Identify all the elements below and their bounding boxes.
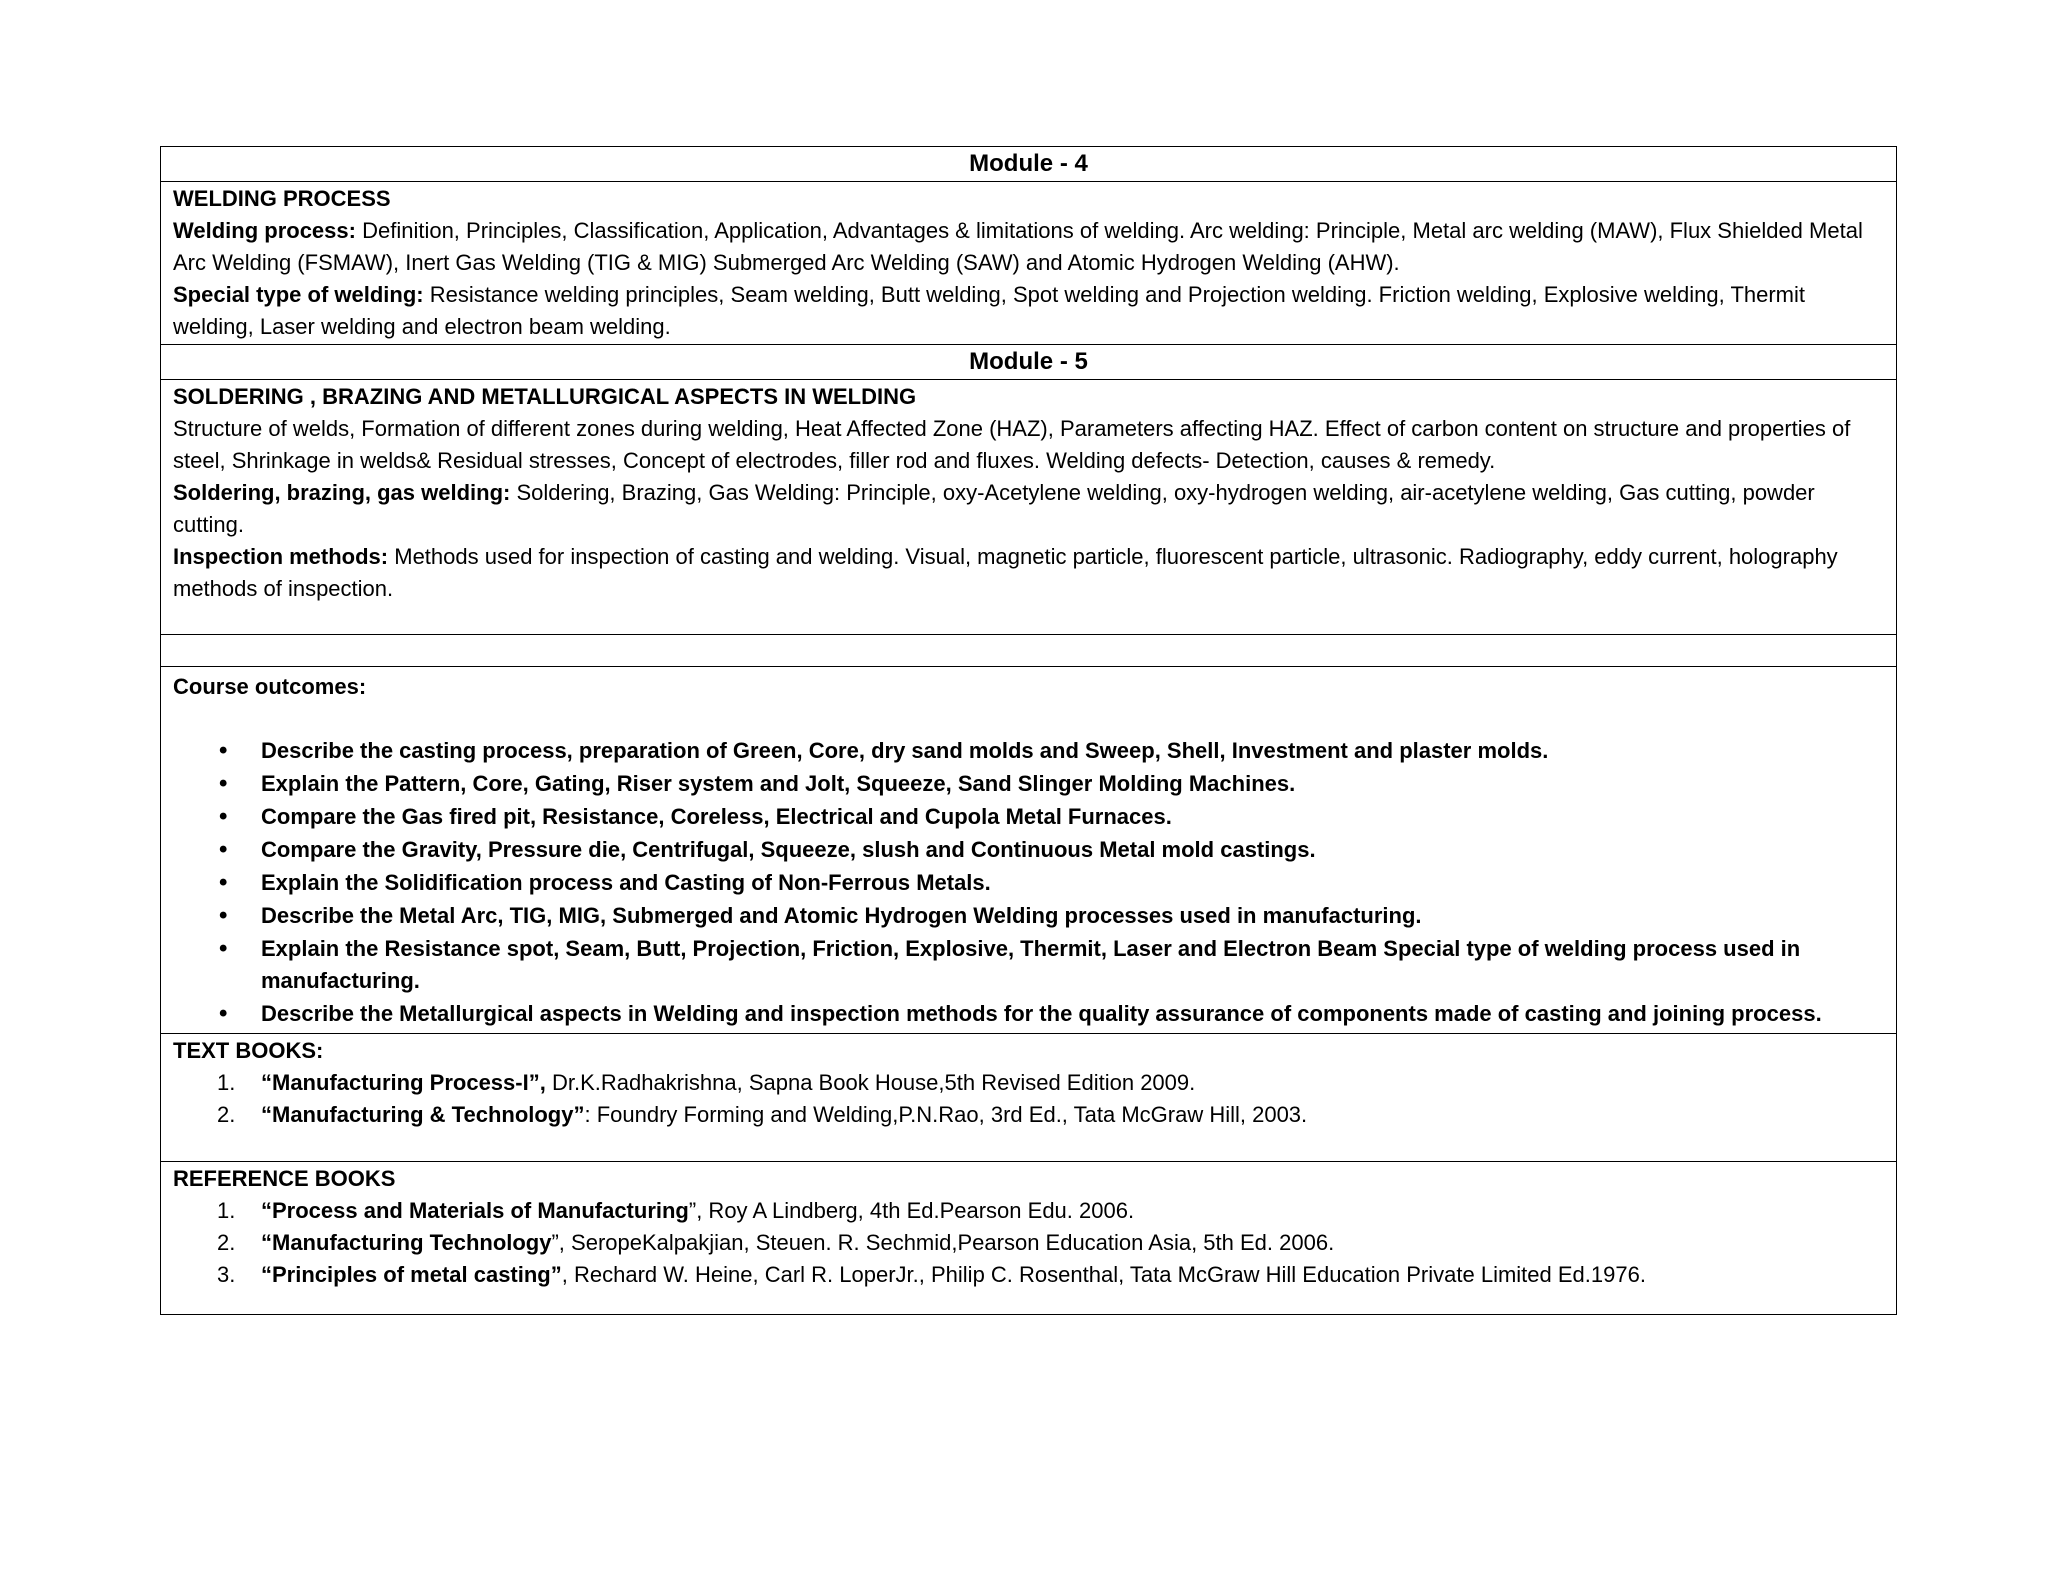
- reference-books-title: REFERENCE BOOKS: [173, 1166, 396, 1191]
- list-item: • Compare the Gas fired pit, Resistance, Coreless, Electrical and Cupola Metal Furnaces.: [261, 801, 1884, 833]
- list-number: 2.: [217, 1102, 236, 1127]
- list-item: • Explain the Pattern, Core, Gating, Riser system and Jolt, Squeeze, Sand Slinger Molding Machines.: [261, 768, 1884, 800]
- book-title: “Manufacturing Process-I”,: [261, 1070, 546, 1095]
- book-title: “Manufacturing & Technology”: [261, 1102, 585, 1127]
- syllabus-page: [160, 146, 1897, 1315]
- list-item: • Describe the casting process, preparation of Green, Core, dry sand molds and Sweep, Shell, Investment and plaster molds.: [261, 735, 1884, 767]
- module-4-paragraph-2: [173, 279, 1884, 343]
- list-item: [217, 1099, 1884, 1131]
- list-item: • Explain the Resistance spot, Seam, Butt, Projection, Friction, Explosive, Thermit, Laser and Electron Beam Special type of welding process used in manufacturing.: [261, 933, 1884, 997]
- book-details: Dr.K.Radhakrishna, Sapna Book House,5th Revised Edition 2009.: [545, 1070, 1196, 1095]
- blank-cell: [161, 635, 1897, 667]
- course-outcomes-title: Course outcomes:: [173, 674, 367, 699]
- module-5-paragraph-3: [173, 541, 1884, 605]
- list-number: 3.: [217, 1262, 236, 1287]
- module-5-paragraph-1: Structure of welds, Formation of different zones during welding, Heat Affected Zone (HAZ), Parameters affecting HAZ. Effect of carbon content on structure and properties of steel, Shrinkage in welds& Residual stresses, Concept of electrodes, filler rod and fluxes. Welding defects- Detection, causes & remedy.: [173, 416, 1851, 473]
- inspection-text: Methods used for inspection of casting and welding. Visual, magnetic particle, fluorescent particle, ultrasonic. Radiography, eddy current, holography methods of inspection.: [173, 544, 1838, 601]
- module-5-heading: Module - 5: [161, 345, 1897, 380]
- text-books-list: [173, 1067, 1884, 1131]
- book-details: : Foundry Forming and Welding,P.N.Rao, 3rd Ed., Tata McGraw Hill, 2003.: [584, 1102, 1308, 1127]
- course-outcomes-cell: [161, 667, 1897, 1034]
- module-5-title: SOLDERING , BRAZING AND METALLURGICAL ASPECTS IN WELDING: [173, 384, 917, 409]
- module-4-header-row: [161, 147, 1897, 182]
- list-number: 2.: [217, 1230, 236, 1255]
- list-item: • Describe the Metal Arc, TIG, MIG, Submerged and Atomic Hydrogen Welding processes used in manufacturing.: [261, 900, 1884, 932]
- book-details: , Rechard W. Heine, Carl R. LoperJr., Philip C. Rosenthal, Tata McGraw Hill Education Private Limited Ed.1976.: [561, 1262, 1646, 1287]
- course-outcomes-row: [161, 667, 1897, 1034]
- text-books-cell: [161, 1034, 1897, 1162]
- inspection-label: Inspection methods:: [173, 544, 389, 569]
- list-item: • Describe the Metallurgical aspects in Welding and inspection methods for the quality assurance of components made of casting and joining process.: [261, 998, 1884, 1030]
- book-title: “Manufacturing Technology: [261, 1230, 552, 1255]
- book-details: ”, Roy A Lindberg, 4th Ed.Pearson Edu. 2006.: [688, 1198, 1135, 1223]
- text-books-row: [161, 1034, 1897, 1162]
- module-5-content: [161, 380, 1897, 635]
- soldering-text: Soldering, Brazing, Gas Welding: Principle, oxy-Acetylene welding, oxy-hydrogen welding, air-acetylene welding, Gas cutting, powder cutting.: [173, 480, 1815, 537]
- module-5-header-row: [161, 345, 1897, 380]
- welding-process-label: Welding process:: [173, 218, 356, 243]
- module-4-content-row: [161, 182, 1897, 345]
- reference-books-cell: [161, 1162, 1897, 1315]
- module-5-paragraph-2: [173, 477, 1884, 541]
- module-4-content: [161, 182, 1897, 345]
- list-item: [217, 1067, 1884, 1099]
- module-4-paragraph-1: [173, 215, 1884, 279]
- book-title: “Process and Materials of Manufacturing: [261, 1198, 689, 1223]
- soldering-label: Soldering, brazing, gas welding:: [173, 480, 511, 505]
- list-item: [217, 1227, 1884, 1259]
- syllabus-table: [160, 146, 1897, 1315]
- list-item: [217, 1195, 1884, 1227]
- module-4-title: WELDING PROCESS: [173, 186, 391, 211]
- book-details: ”, SeropeKalpakjian, Steuen. R. Sechmid,Pearson Education Asia, 5th Ed. 2006.: [551, 1230, 1335, 1255]
- book-title: “Principles of metal casting”: [261, 1262, 562, 1287]
- blank-row: [161, 635, 1897, 667]
- course-outcomes-list: [173, 735, 1884, 1030]
- module-4-heading: Module - 4: [161, 147, 1897, 182]
- special-welding-label: Special type of welding:: [173, 282, 424, 307]
- list-item: [217, 1259, 1884, 1291]
- reference-books-list: [173, 1195, 1884, 1291]
- welding-process-text: Definition, Principles, Classification, Application, Advantages & limitations of welding. Arc welding: Principle, Metal arc welding (MAW), Flux Shielded Metal Arc Welding (FSMAW), Inert Gas Welding (TIG & MIG) Submerged Arc Welding (SAW) and Atomic Hydrogen Welding (AHW).: [173, 218, 1863, 275]
- list-item: • Explain the Solidification process and Casting of Non-Ferrous Metals.: [261, 867, 1884, 899]
- reference-books-row: [161, 1162, 1897, 1315]
- module-5-content-row: [161, 380, 1897, 635]
- special-welding-text: Resistance welding principles, Seam welding, Butt welding, Spot welding and Projection welding. Friction welding, Explosive welding, Thermit welding, Laser welding and electron beam welding.: [173, 282, 1806, 339]
- list-number: 1.: [217, 1198, 236, 1223]
- list-number: 1.: [217, 1070, 236, 1095]
- text-books-title: TEXT BOOKS:: [173, 1038, 324, 1063]
- list-item: • Compare the Gravity, Pressure die, Centrifugal, Squeeze, slush and Continuous Metal mold castings.: [261, 834, 1884, 866]
